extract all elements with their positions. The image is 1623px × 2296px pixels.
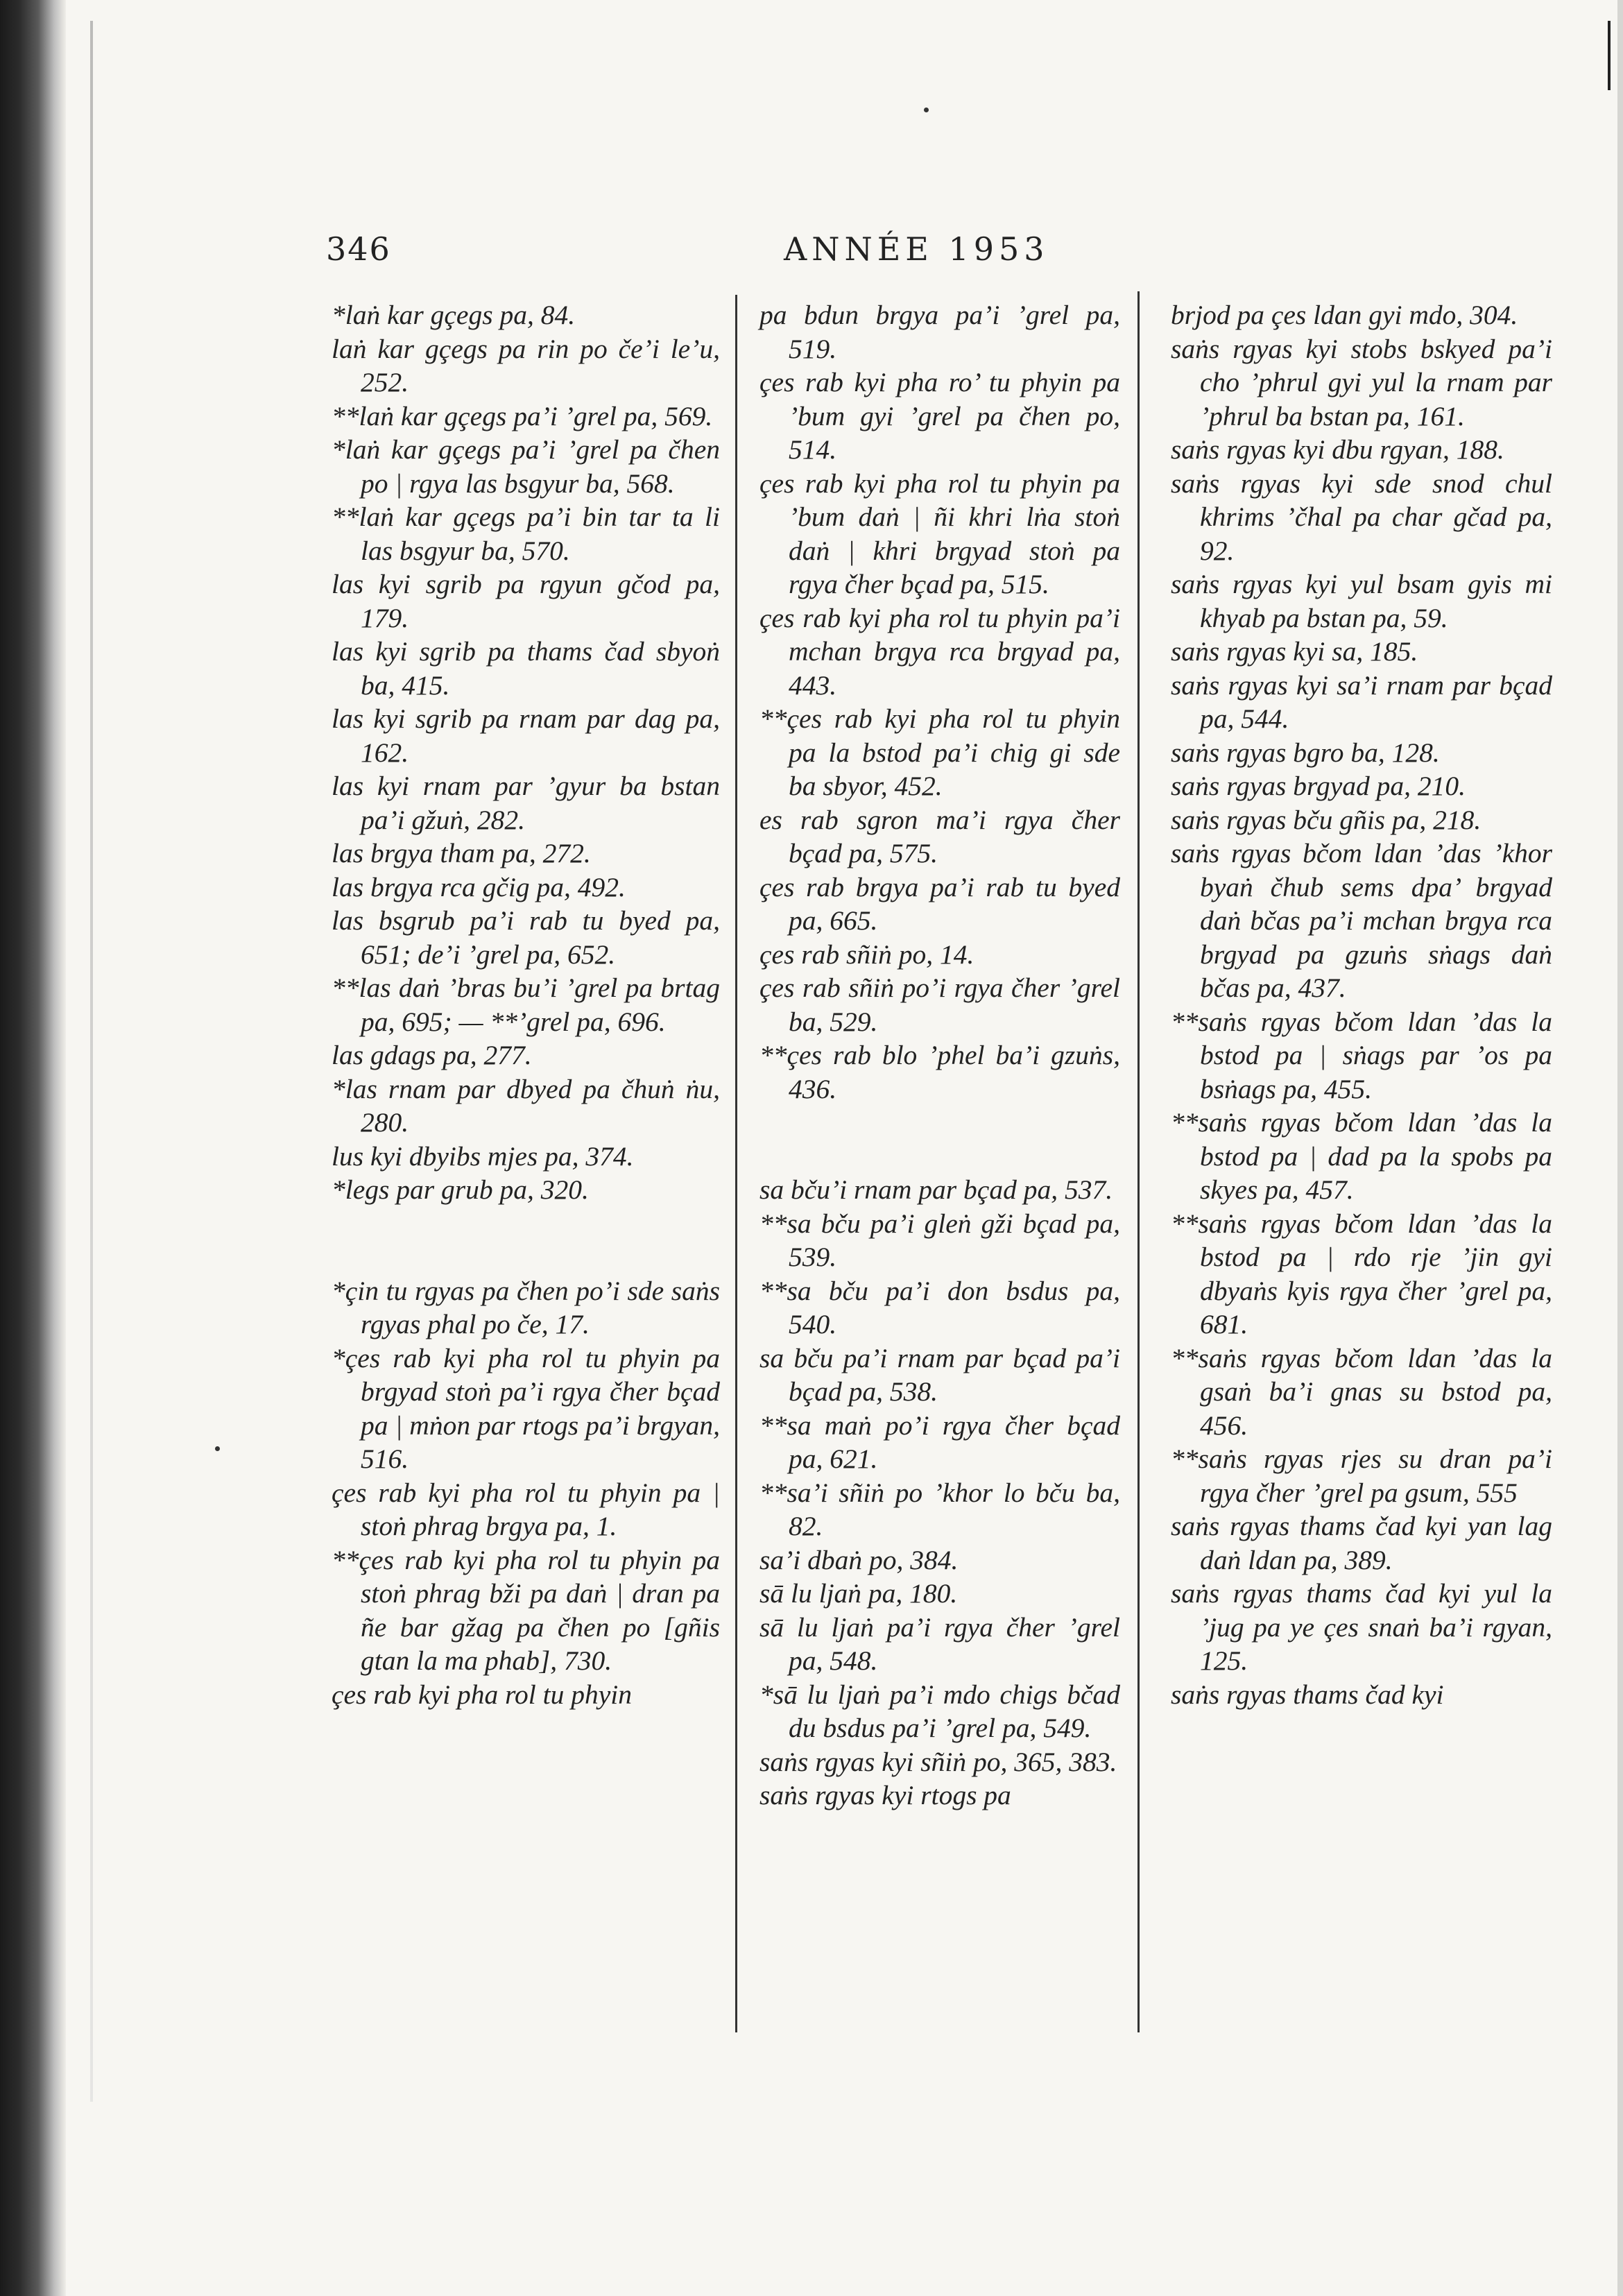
page-edge [1617,0,1623,2296]
index-entry: saṅs rgyas kyi stobs bskyed pa’i cho ’phrul gyi yul la rnam par ’phrul ba bstan pa, 161. [1171,333,1552,431]
index-entry: las kyi sgrib pa thams čad sbyoṅ ba, 415. [332,636,720,701]
binding-rule [90,21,93,2102]
index-entry: **saṅs rgyas bčom ldan ’das la gsaṅ ba’i gnas su bstod pa, 456. [1171,1342,1552,1441]
index-entry: **sa bču pa’i gleṅ gži bçad pa, 539. [759,1208,1120,1272]
index-entry: sā lu ljaṅ pa, 180. [759,1578,958,1609]
index-entry: las brgya tham pa, 272. [332,838,591,868]
index-entry: *laṅ kar gçegs pa, 84. [332,300,576,330]
index-entry: **las daṅ ’bras bu’i ’grel pa brtag pa, 695; — **’grel pa, 696. [332,973,720,1037]
index-entry: çes rab sñiṅ po’i rgya čher ’grel ba, 529. [759,973,1120,1037]
index-entry: las gdags pa, 277. [332,1040,532,1070]
index-entry: laṅ kar gçegs pa rin po če’i le’u, 252. [332,333,720,397]
index-entry: çes rab kyi pha rol tu phyin pa ’bum daṅ | ñi khri lṅa stoṅ daṅ | khri brgyad stoṅ pa rgya čher bçad pa, 515. [759,468,1120,599]
index-entry: *laṅ kar gçegs pa’i ’grel pa čhen po | rgya las bsgyur ba, 568. [332,434,720,499]
index-entry: las kyi sgrib pa rgyun gčod pa, 179. [332,569,720,633]
index-entry: saṅs rgyas bgro ba, 128. [1171,737,1440,768]
index-entry: saṅs rgyas brgyad pa, 210. [1171,771,1466,801]
index-entry: **laṅ kar gçegs pa’i ’grel pa, 569. [332,400,713,431]
index-entry: **laṅ kar gçegs pa’i bin tar ta li las bsgyur ba, 570. [332,502,720,566]
index-entry: **çes rab blo ’phel ba’i gzuṅs, 436. [759,1040,1120,1104]
section-gap [332,1207,720,1274]
index-entry: es rab sgron ma’i rgya čher bçad pa, 575. [759,804,1120,868]
index-entry: **saṅs rgyas rjes su dran pa’i rgya čher ’grel pa gsum, 555 [1171,1443,1552,1508]
index-entry: sā lu ljaṅ pa’i rgya čher ’grel pa, 548. [759,1611,1120,1676]
section-gap [759,1106,1120,1173]
running-head: ANNÉE 1953 [784,230,1049,268]
index-column-1 [332,298,720,1711]
index-entry: las kyi rnam par ’gyur ba bstan pa’i gžuṅ, 282. [332,771,720,835]
index-entry: pa bdun brgya pa’i ’grel pa, 519. [759,300,1120,364]
index-entry: saṅs rgyas thams čad kyi [1171,1679,1444,1710]
index-entry: **sa bču pa’i don bsdus pa, 540. [759,1275,1120,1339]
index-entry: *çin tu rgyas pa čhen po’i sde saṅs rgyas phal po če, 17. [332,1275,720,1339]
index-entry: saṅs rgyas thams čad kyi yul la ’jug pa ye çes snaṅ ba’i rgyan, 125. [1171,1578,1552,1676]
index-entry: *sā lu ljaṅ pa’i mdo chigs bčad du bsdus pa’i ’grel pa, 549. [759,1679,1120,1743]
index-entry: saṅs rgyas bčom ldan ’das ’khor byaṅ čhub sems dpa’ brgyad daṅ bčas pa’i mchan brgya rca brgyad pa gzuṅs sṅags daṅ bčas pa, 437. [1171,838,1552,1003]
index-entry: sa bču pa’i rnam par bçad pa’i bçad pa, 538. [759,1342,1120,1407]
ink-speck [924,108,929,112]
index-entry: *legs par grub pa, 320. [332,1174,589,1205]
index-entry: sa’i dbaṅ po, 384. [759,1544,959,1575]
index-entry: saṅs rgyas kyi dbu rgyan, 188. [1171,434,1504,465]
index-entry: lus kyi dbyibs mjes pa, 374. [332,1140,634,1172]
index-entry: **sa maṅ po’i rgya čher bçad pa, 621. [759,1410,1120,1474]
column-divider [735,295,737,2032]
index-entry: çes rab brgya pa’i rab tu byed pa, 665. [759,871,1120,936]
index-entry: saṅs rgyas thams čad kyi yan lag daṅ ldan pa, 389. [1171,1511,1552,1575]
index-entry: **saṅs rgyas bčom ldan ’das la bstod pa | dad pa la spobs pa skyes pa, 457. [1171,1107,1552,1205]
index-entry: **çes rab kyi pha rol tu phyin pa la bstod pa’i chig gi sde ba sbyor, 452. [759,703,1120,801]
index-column-2 [759,298,1120,1813]
ink-speck [215,1446,220,1451]
index-entry: **saṅs rgyas bčom ldan ’das la bstod pa | sṅags par ’os pa bsṅags pa, 455. [1171,1006,1552,1104]
index-entry: çes rab kyi pha rol tu phyin pa’i mchan brgya rca brgyad pa, 443. [759,602,1120,701]
index-entry: brjod pa çes ldan gyi mdo, 304. [1171,300,1518,330]
index-entry: las bsgrub pa’i rab tu byed pa, 651; de’i ’grel pa, 652. [332,905,720,970]
index-entry: çes rab kyi pha rol tu phyin [332,1679,632,1710]
index-entry: saṅs rgyas kyi yul bsam gyis mi khyab pa bstan pa, 59. [1171,569,1552,633]
index-entry: saṅs rgyas kyi sa, 185. [1171,636,1418,667]
index-entry: saṅs rgyas kyi sa’i rnam par bçad pa, 544. [1171,669,1552,734]
index-entry: sa bču’i rnam par bçad pa, 537. [759,1174,1113,1205]
page-number: 346 [326,230,391,268]
index-column-3 [1171,298,1552,1711]
index-entry: **sa’i sñiṅ po ’khor lo bču ba, 82. [759,1477,1120,1541]
index-entry: çes rab sñiṅ po, 14. [759,939,974,970]
edge-mark [1608,21,1611,90]
index-entry: las kyi sgrib pa rnam par dag pa, 162. [332,703,720,768]
index-entry: çes rab kyi pha ro’ tu phyin pa ’bum gyi ’grel pa čhen po, 514. [759,367,1120,465]
index-entry: saṅs rgyas kyi rtogs pa [759,1780,1011,1810]
index-entry: saṅs rgyas bču gñis pa, 218. [1171,804,1482,835]
book-binding-shadow [0,0,66,2296]
index-entry: las brgya rca gčig pa, 492. [332,871,626,902]
index-entry: saṅs rgyas kyi sde snod chul khrims ’čhal pa char gčad pa, 92. [1171,468,1552,566]
column-divider [1137,291,1140,2032]
index-entry: *çes rab kyi pha rol tu phyin pa brgyad stoṅ pa’i rgya čher bçad pa | mṅon par rtogs pa’i brgyan, 516. [332,1342,720,1474]
index-entry: **çes rab kyi pha rol tu phyin pa stoṅ phrag bži pa daṅ | dran pa ñe bar gžag pa čhen po [gñis gtan la ma phab], 730. [332,1544,720,1676]
index-entry: **saṅs rgyas bčom ldan ’das la bstod pa | rdo rje ’jin gyi dbyaṅs kyis rgya čher ’grel pa, 681. [1171,1208,1552,1339]
index-entry: saṅs rgyas kyi sñiṅ po, 365, 383. [759,1746,1117,1777]
index-entry: çes rab kyi pha rol tu phyin pa | stoṅ phrag brgya pa, 1. [332,1477,720,1541]
index-entry: *las rnam par dbyed pa čhuṅ ṅu, 280. [332,1073,720,1138]
